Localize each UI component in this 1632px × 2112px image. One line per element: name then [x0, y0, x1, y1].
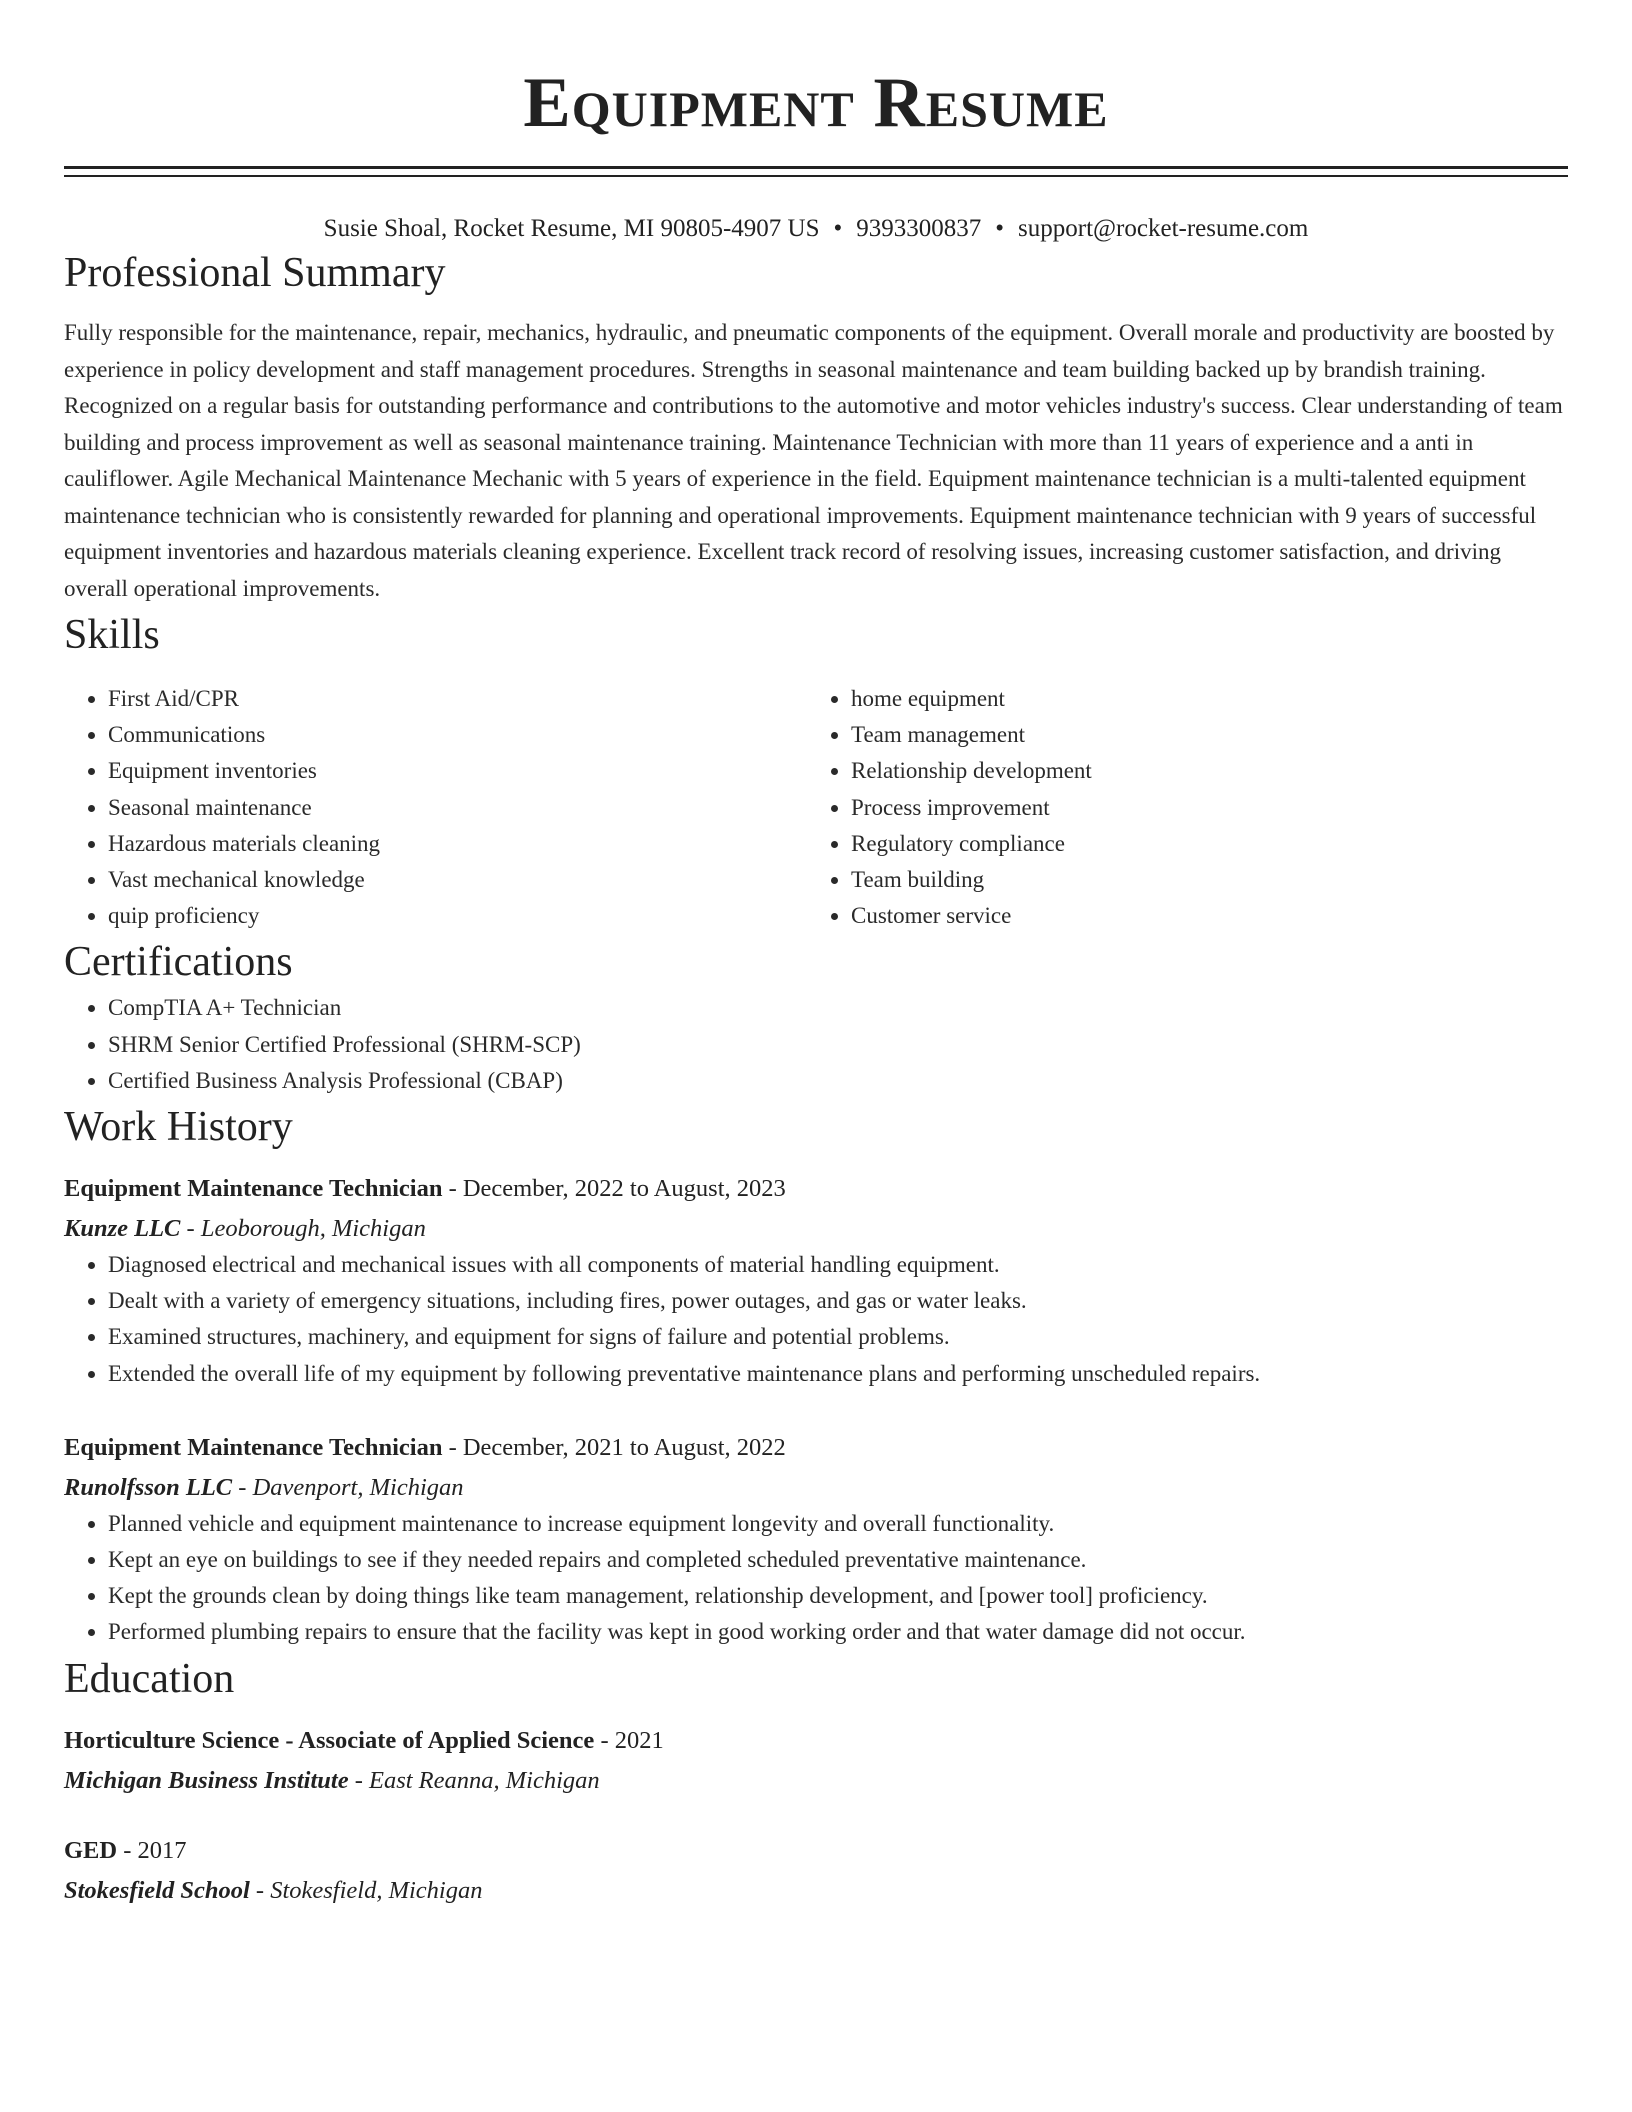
title-rule-thick: [64, 166, 1568, 169]
certifications-list: [64, 990, 1568, 1099]
education-degree-line: [64, 1833, 1568, 1869]
job-duty-item: • Performed plumbing repairs to ensure that the facility was kept in good working order and that water damage did not occur.: [108, 1614, 1568, 1650]
skill-item: • quip proficiency: [108, 898, 807, 934]
contact-separator: •: [995, 215, 1005, 242]
skill-item: • Team building: [851, 862, 1550, 898]
skills-grid: [64, 681, 1568, 934]
skills-heading: Skills: [64, 612, 160, 658]
job-location: - Leoborough, Michigan: [180, 1215, 426, 1243]
job-duty-item: • Dealt with a variety of emergency situations, including fires, power outages, and gas or water leaks.: [108, 1283, 1568, 1319]
job-company: Kunze LLC: [64, 1215, 181, 1243]
education-year: - 2017: [117, 1836, 187, 1864]
skill-item: • Regulatory compliance: [851, 826, 1550, 862]
job-title: Equipment Maintenance Technician: [64, 1175, 443, 1203]
job-employer-line: [64, 1470, 1568, 1506]
skill-item: • Communications: [108, 717, 807, 753]
job-duty-item: • Kept an eye on buildings to see if they needed repairs and completed scheduled preventative maintenance.: [108, 1542, 1568, 1578]
education-school-line: [64, 1873, 1568, 1909]
education-school: Stokesfield School: [64, 1876, 250, 1904]
education-entry: [64, 1833, 1568, 1909]
education-school: Michigan Business Institute: [64, 1766, 349, 1794]
skills-list-left: [64, 681, 807, 934]
education-degree-line: [64, 1723, 1568, 1759]
job-duties-list: [64, 1247, 1568, 1392]
job-location: - Davenport, Michigan: [232, 1473, 464, 1501]
title-rule-thin: [64, 175, 1568, 177]
job-duty-item: • Examined structures, machinery, and equipment for signs of failure and potential problems.: [108, 1319, 1568, 1355]
summary-text: Fully responsible for the maintenance, repair, mechanics, hydraulic, and pneumatic components of the equipment. Overall morale and productivity are boosted by experience in policy development and staff management procedures. Strengths in seasonal maintenance and team building backed up by brandish training. Recognized on a regular basis for outstanding performance and contributions to the automotive and motor vehicles industry's success. Clear understanding of team building and process improvement as well as seasonal maintenance training. Maintenance Technician with more than 11 years of experience and a anti in cauliflower. Agile Mechanical Maintenance Mechanic with 5 years of experience in the field. Equipment maintenance technician is a multi-talented equipment maintenance technician who is consistently rewarded for planning and operational improvements. Equipment maintenance technician with 9 years of successful equipment inventories and hazardous materials cleaning experience. Excellent track record of resolving issues, increasing customer satisfaction, and driving overall operational improvements.: [64, 320, 1563, 601]
job-title: Equipment Maintenance Technician: [64, 1433, 443, 1461]
skill-item: • home equipment: [851, 681, 1550, 717]
job-entry: [64, 1430, 1568, 1651]
summary-heading: Professional Summary: [64, 250, 446, 296]
skills-column-left: [64, 681, 807, 934]
contact-phone: 9393300837: [856, 215, 982, 242]
contact-email: support@rocket-resume.com: [1018, 215, 1309, 242]
education-location: - East Reanna, Michigan: [348, 1766, 600, 1794]
education-heading: Education: [64, 1655, 235, 1702]
skill-item: • Vast mechanical knowledge: [108, 862, 807, 898]
job-duty-item: • Extended the overall life of my equipment by following preventative maintenance plans and performing unscheduled repairs.: [108, 1356, 1568, 1392]
job-duty-item: • Planned vehicle and equipment maintenance to increase equipment longevity and overall functionality.: [108, 1506, 1568, 1542]
skill-item: • Seasonal maintenance: [108, 790, 807, 826]
skills-list-right: [807, 681, 1550, 934]
certification-item: • SHRM Senior Certified Professional (SHRM-SCP): [108, 1027, 1568, 1063]
resume-title: Equipment Resume: [523, 64, 1109, 142]
skill-item: • Customer service: [851, 898, 1550, 934]
job-title-line: [64, 1430, 1568, 1466]
job-dates: - December, 2022 to August, 2023: [442, 1175, 786, 1203]
skills-column-right: [807, 681, 1550, 934]
skill-item: • Hazardous materials cleaning: [108, 826, 807, 862]
skill-item: • Relationship development: [851, 753, 1550, 789]
job-dates: - December, 2021 to August, 2022: [442, 1433, 786, 1461]
work-history-heading: Work History: [64, 1104, 293, 1151]
job-company: Runolfsson LLC: [64, 1473, 233, 1501]
certification-item: • Certified Business Analysis Professional (CBAP): [108, 1063, 1568, 1099]
certifications-heading: Certifications: [64, 939, 293, 986]
certification-item: • CompTIA A+ Technician: [108, 990, 1568, 1026]
education-entry: [64, 1723, 1568, 1799]
job-title-line: [64, 1171, 1568, 1207]
education-degree: GED: [64, 1836, 118, 1864]
education-year: - 2021: [594, 1726, 664, 1754]
skill-item: • Equipment inventories: [108, 753, 807, 789]
contact-line: [64, 213, 1568, 245]
job-entry: [64, 1171, 1568, 1392]
contact-address: Susie Shoal, Rocket Resume, MI 90805-4907 US: [323, 215, 820, 242]
job-duty-item: • Diagnosed electrical and mechanical issues with all components of material handling equipment.: [108, 1247, 1568, 1283]
contact-separator: •: [833, 215, 843, 242]
education-degree: Horticulture Science - Associate of Applied Science: [64, 1726, 595, 1754]
skill-item: • First Aid/CPR: [108, 681, 807, 717]
job-duty-item: • Kept the grounds clean by doing things like team management, relationship development, and [power tool] proficiency.: [108, 1578, 1568, 1614]
skill-item: • Process improvement: [851, 790, 1550, 826]
education-school-line: [64, 1763, 1568, 1799]
skill-item: • Team management: [851, 717, 1550, 753]
education-location: - Stokesfield, Michigan: [249, 1876, 483, 1904]
job-duties-list: [64, 1506, 1568, 1651]
job-employer-line: [64, 1211, 1568, 1247]
